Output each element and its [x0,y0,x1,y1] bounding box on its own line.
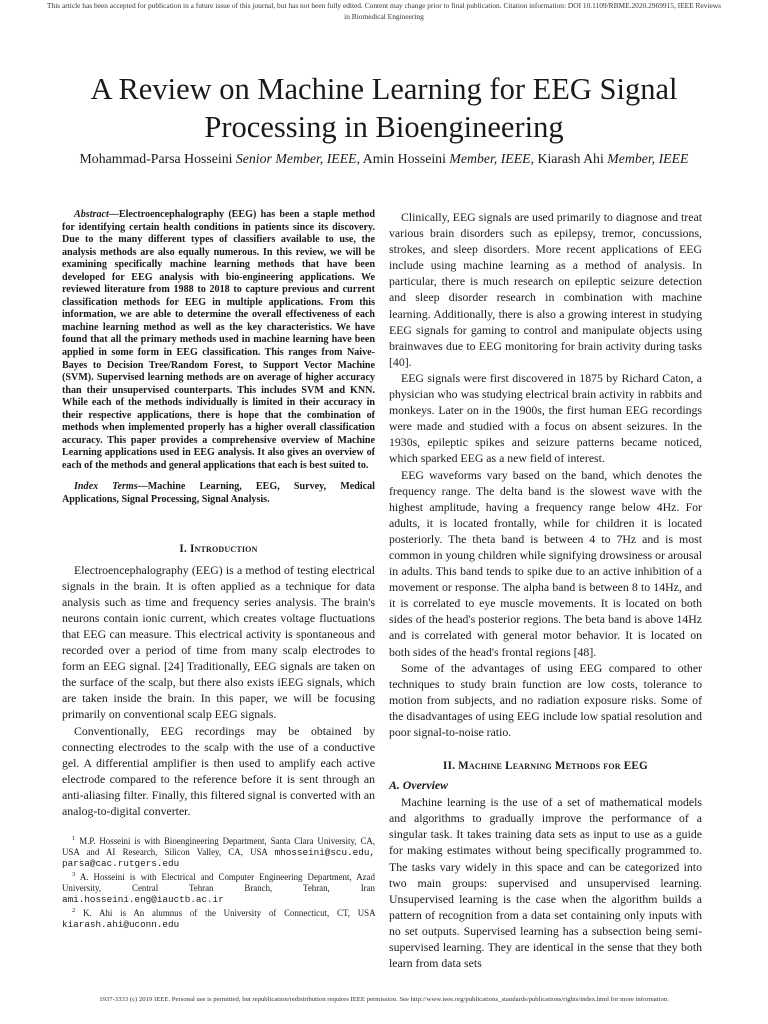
footnote-3-email: kiarash.ahi@uconn.edu [62,918,180,930]
footnotes [62,833,375,930]
right-paragraph-1: Clinically, EEG signals are used primarily to diagnose and treat various brain disorders such as epilepsy, tremor, concussions, strokes, and sleep disorders. More recent applications of EEG include using machine learning as a method of analysis. In particular, there is much research on epileptic seizure detection and sleep disorder research in combination with machine learning. Additionally, there is also a growing interest in studying EEG signals for gaming to control and manipulate objects using brainwaves due to EEG monitoring for brain activity during tasks [40]. [389,210,702,369]
ml-methods-heading: II. Machine Learning Methods for EEG [443,760,648,773]
intro-paragraph-2: Conventionally, EEG recordings may be obtained by connecting electrodes to the scalp with the use of a conductive gel. A differential amplifier is then used to amplify each active electrode compared to the reference before it is sent through an anti-aliasing filter. Finally, this filtered signal is converted with an analog-to-digital converter. [62,723,375,818]
publication-notice [30,0,738,22]
title-line-1: A Review on Machine Learning for EEG Signal [90,72,678,106]
notice-line-1: This article has been accepted for publication in a future issue of this journal, but has not been fully edited. Content may change prior to final publication. Citation information: DOI 10.1109/RBME.2020.2969915, IEEE Reviews [47,1,721,10]
paper-title [40,70,728,146]
right-paragraph-3: EEG waveforms vary based on the band, which denotes the frequency range. The delta band is the slowest wave with the highest amplitude, having a frequency range below 4Hz. For adults, it is located frontally, while for children it is located posteriorly. The theta band is between 4 to 7Hz and is most common in young children while signifying drowsiness or arousal in adults. This band tends to spike due to an active inhibition of a movement or response. The alpha band is between 8 to 14Hz, and it is correlated to eye muscle movements. It is located on both sides of the head's posterior regions. The beta band is above 14Hz and is correlated with general motor behavior. It is located on both sides of the head's frontal regions [48]. [389,467,702,659]
title-line-2: Processing in Bioengineering [204,110,564,144]
left-column [62,209,375,930]
footnote-spacer [62,819,375,833]
author-2-role: Member, IEEE [449,151,531,166]
footnote-2-mark: 3 [72,871,76,879]
author-2-name: Amin Hosseini [362,151,446,166]
author-1-role: Senior Member, IEEE [235,151,357,166]
intro-paragraph-1: Electroencephalography (EEG) is a method of testing electrical signals in the brain. It is often applied as a technique for data analysis such as time and frequency series analysis. The brain's neurons contain ionic current, which creates voltage fluctuations that EEG can measure. This electrical activity is spontaneous and recorded over a period of time from many scalp electrodes to form an EEG signal. [24] Traditionally, EEG signals are taken on the surface of the scalp, but there also exists iEEG signals, which are taken inside the brain. In this paper, we will be focusing primarily on conventional scalp EEG signals. [62,562,375,722]
index-terms-lead: Index Terms [74,481,138,493]
right-paragraph-2: EEG signals were first discovered in 1875 by Richard Caton, a physician who was studying electrical brain activity in rabbits and monkeys. Later on in the 1900s, the first human EEG recordings were made and studied with a focus on absent seizures. In the 1930s, epileptic spikes and seizure patterns became noticed, which sparked EEG as a new field of interest. [389,370,702,466]
footnote-1-mark: 1 [72,835,76,843]
abstract [62,209,375,472]
overview-subheading: A. Overview [389,778,448,793]
footnote-3-mark: 2 [72,907,76,915]
introduction-heading: I. Introduction [179,542,258,555]
index-terms [62,481,375,506]
footnote-1-text: M.P. Hosseini is with Bioengineering Department, Santa Clara University, CA, USA and AI Research, Silicon Valley, CA, USA [62,836,375,858]
footnote-1-email: mhosseini@scu.edu, parsa@cac.rutgers.edu [62,847,375,870]
abstract-lead: Abstract [74,209,109,220]
right-paragraph-4: Some of the advantages of using EEG compared to other techniques to study brain function are low costs, tolerance to motion from subjects, and no radiation exposure risks. Some of the disadvantages of using EEG include low spatial resolution and poor signal-to-noise ratio. [389,660,702,739]
footnote-2 [62,869,375,905]
overview-paragraph-1: Machine learning is the use of a set of mathematical models and algorithms to gradually improve the performance of a singular task. It takes training data sets as input to use as a guide for making estimates without being specifically programmed to. The tasks vary widely in this space and can be categorized into two main groups: supervised and unsupervised learning. Unsupervised learning is the case when the algorithm builds a pattern of recognition from a data set containing only inputs with no set outputs. Supervised learning has a subsection being semi-supervised learning. They are identical in the sense that they both learn from data sets [389,795,702,971]
author-list: Mohammad-Parsa Hosseini Senior Member, IEEE, Amin Hosseini Member, IEEE, Kiarash Ahi Member, IEEE [79,151,689,166]
author-3-name: Kiarash Ahi [537,151,604,166]
footnote-3-text: K. Ahi is An alumnus of the University of Connecticut, CT, USA [83,907,376,918]
footnote-1 [62,833,375,869]
author-3-role: Member, IEEE [607,151,689,166]
footnote-2-text: A. Hosseini is with Electrical and Computer Engineering Department, Azad University, Central Tehran Branch, Tehran, Iran [62,872,375,894]
right-column [389,209,702,971]
author-1-name: Mohammad-Parsa Hosseini [79,151,233,166]
abstract-text: —Electroencephalography (EEG) has been a staple method for identifying certain health conditions in patients since its discovery. Due to the many different types of classifiers available to use, the analysis methods are also equally numerous. In this review, we will be examining specifically machine learning methods that have been developed for EEG analysis with bio-engineering applications. We reviewed literature from 1988 to 2018 to capture previous and current classification methods for EEG in multiple applications. From this information, we are able to determine the overall effectiveness of each machine learning method as well as the key characteristics. We have found that all the primary methods used in machine learning have been applied in some form in EEG classification. This ranges from Naive-Bayes to Decision Tree/Random Forest, to Support Vector Machine (SVM). Supervised learning methods are on average of higher accuracy than their unsupervised counterparts. This includes SVM and KNN. While each of the methods individually is limited in their accuracy in their respective applications, there is hope that the combination of methods when implemented properly has a higher overall classification accuracy. This paper provides a comprehensive overview of Machine Learning applications used in EEG analysis. It also gives an overview of each of the methods and general applications that each is best suited to. [62,209,375,471]
index-terms-text: —Machine Learning, EEG, Survey, Medical Applications, Signal Processing, Signal Analysis. [62,481,375,506]
notice-line-2: in Biomedical Engineering [344,12,424,21]
footnote-3 [62,905,375,930]
copyright-footer: 1937-3333 (c) 2019 IEEE. Personal use is permitted, but republication/redistribution requires IEEE permission. See http://www.ieee.org/publications_standards/publications/rights/index.html for more information. [99,996,669,1003]
footnote-2-email: ami.hosseini.eng@iauctb.ac.ir [62,894,224,906]
